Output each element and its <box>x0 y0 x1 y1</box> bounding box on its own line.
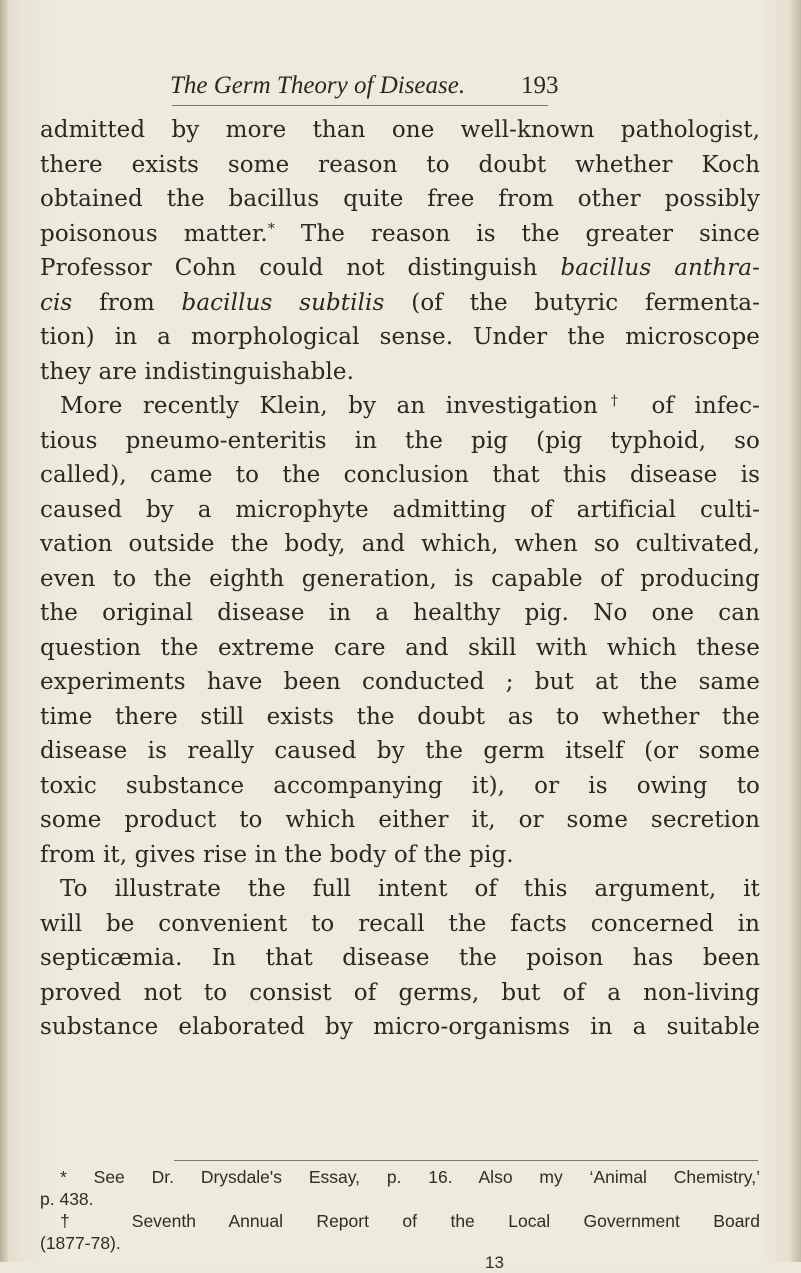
body-line: obtained the bacillus quite free from other possibly <box>40 186 760 212</box>
body-line: disease is really caused by the germ itself (or some <box>40 738 760 764</box>
body-line: proved not to consist of germs, but of a non-living <box>40 979 760 1006</box>
running-head <box>170 72 640 108</box>
body-line: caused by a microphyte admitting of artificial culti- <box>40 496 760 523</box>
body-line: admitted by more than one well-known pathologist, <box>40 117 760 143</box>
body-line: substance elaborated by micro-organisms in a suitable <box>40 1014 760 1040</box>
page-number: 193 <box>521 72 559 99</box>
footnotes <box>40 1166 760 1254</box>
body-line: question the extreme care and skill with which these <box>40 634 760 661</box>
body-line: some product to which either it, or some secretion <box>40 807 760 833</box>
body-line: poisonous matter.* The reason is the greater since <box>40 220 760 247</box>
footnote-line: (1877-78). <box>40 1233 121 1253</box>
body-line: tion) in a morphological sense. Under the microscope <box>40 324 760 350</box>
body-line: septicæmia. In that disease the poison has been <box>40 945 760 971</box>
body-line: Professor Cohn could not distinguish bacillus anthra- <box>40 255 760 281</box>
footnote-line: † Seventh Annual Report of the Local Government Board <box>60 1211 760 1231</box>
footnote-marker: † <box>597 393 632 409</box>
running-head-rule <box>172 105 548 106</box>
body-line: To illustrate the full intent of this argument, it <box>60 876 760 902</box>
body-line: even to the eighth generation, is capable of producing <box>40 565 760 592</box>
body-line: experiments have been conducted ; but at the same <box>40 669 760 695</box>
page-binding-edge <box>0 0 8 1262</box>
footnote-rule <box>174 1160 758 1161</box>
body-line: called), came to the conclusion that this disease is <box>40 462 760 488</box>
body-line: toxic substance accompanying it), or is owing to <box>40 772 760 799</box>
body-text <box>40 113 760 1045</box>
body-line: they are indistinguishable. <box>40 358 354 385</box>
footnote-line: * See Dr. Drysdale's Essay, p. 16. Also my ‘Animal Chemistry,’ <box>60 1167 760 1187</box>
body-line: More recently Klein, by an investigation† of infec- <box>60 393 760 419</box>
page-outer-edge <box>791 0 801 1262</box>
body-line: time there still exists the doubt as to whether the <box>40 703 760 730</box>
body-line: tious pneumo-enteritis in the pig (pig typhoid, so <box>40 427 760 454</box>
footnote-line: p. 438. <box>40 1189 94 1209</box>
body-line: the original disease in a healthy pig. No one can <box>40 600 760 626</box>
footnote-marker: * <box>267 220 275 237</box>
body-line: vation outside the body, and which, when so cultivated, <box>40 531 760 557</box>
running-head-title: The Germ Theory of Disease. <box>170 72 466 99</box>
body-line: from it, gives rise in the body of the pig. <box>40 841 514 868</box>
body-line: cis from bacillus subtilis (of the butyric fermenta- <box>40 289 760 316</box>
body-line: there exists some reason to doubt whether Koch <box>40 151 760 178</box>
signature-mark: 13 <box>485 1253 504 1272</box>
body-line: will be convenient to recall the facts concerned in <box>40 910 760 937</box>
